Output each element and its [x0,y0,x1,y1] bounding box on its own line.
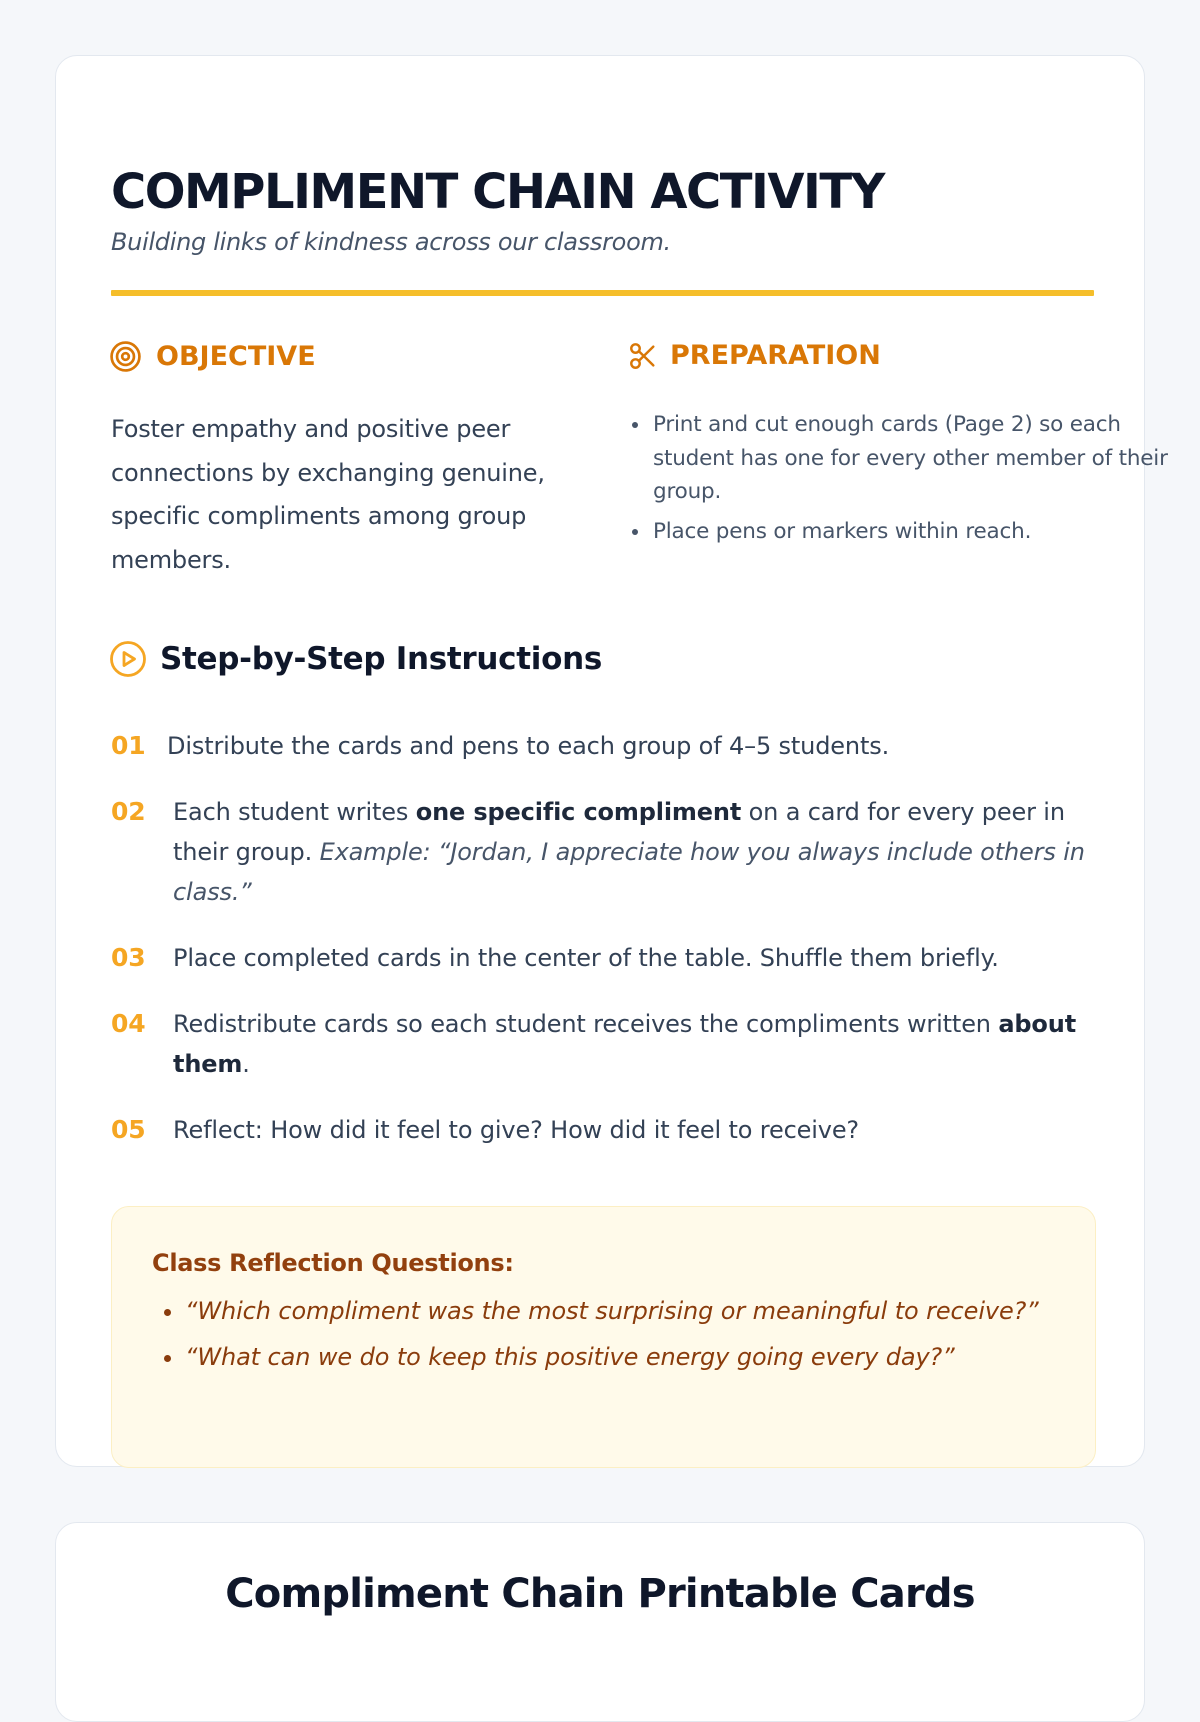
page-subtitle: Building links of kindness across our classroom. [111,228,671,256]
step-item [111,1004,1101,1084]
step-text-part: . [242,1050,250,1078]
step-text-part: Each student writes [173,798,416,826]
step-text: Place completed cards in the center of the table. Shuffle them briefly. [173,944,999,972]
step-number: 01 [111,731,146,760]
preparation-heading-label: PREPARATION [670,340,881,371]
reflection-heading: Class Reflection Questions: [152,1249,514,1277]
activity-card [55,55,1168,1467]
printable-cards-card [55,1522,1145,1722]
step-text: Reflect: How did it feel to give? How did it feel to receive? [173,1116,860,1144]
step-number: 04 [111,1009,146,1038]
reflection-question: • “What can we do to keep this positive energy going every day?” [185,1337,1055,1377]
step-text-part: on a card for every peer in their group. [173,798,1065,866]
preparation-heading [628,340,881,371]
reflection-list [152,1291,1055,1377]
step-number: 02 [111,797,146,826]
play-circle-icon [109,640,147,678]
title-divider [111,290,1094,296]
step-item [111,792,1101,912]
step-number: 05 [111,1115,146,1144]
step-text-bold: about them [173,1010,1077,1078]
preparation-item: • Print and cut enough cards (Page 2) so each student has one for every other member of their group. [651,408,1191,509]
reflection-question: • “Which compliment was the most surprising or meaningful to receive?” [185,1291,1055,1331]
target-icon [109,340,142,373]
reflection-box [111,1206,1096,1468]
objective-heading [109,340,316,373]
step-item [111,938,1101,978]
step-item [111,726,1101,766]
objective-text: Foster empathy and positive peer connections by exchanging genuine, specific compliments among group members. [111,415,545,574]
instruction-steps [111,726,1101,1176]
instructions-heading-label: Step-by-Step Instructions [160,641,603,677]
instructions-heading [109,640,602,678]
step-number: 03 [111,943,146,972]
page-title: COMPLIMENT CHAIN ACTIVITY [111,164,884,220]
step-example: Example: “Jordan, I appreciate how you always include others in class.” [173,838,1085,906]
preparation-list [624,408,1191,554]
step-text: Distribute the cards and pens to each group of 4–5 students. [167,732,890,760]
scissors-icon [628,341,658,371]
step-text [173,1004,1101,1084]
preparation-item: • Place pens or markers within reach. [651,515,1191,549]
step-text-bold: one specific compliment [415,798,742,826]
printable-cards-title: Compliment Chain Printable Cards [225,1571,975,1617]
objective-heading-label: OBJECTIVE [156,341,316,372]
step-text-part: Redistribute cards so each student receives the compliments written [173,1010,999,1038]
step-text [173,792,1101,912]
step-item [111,1110,1101,1150]
